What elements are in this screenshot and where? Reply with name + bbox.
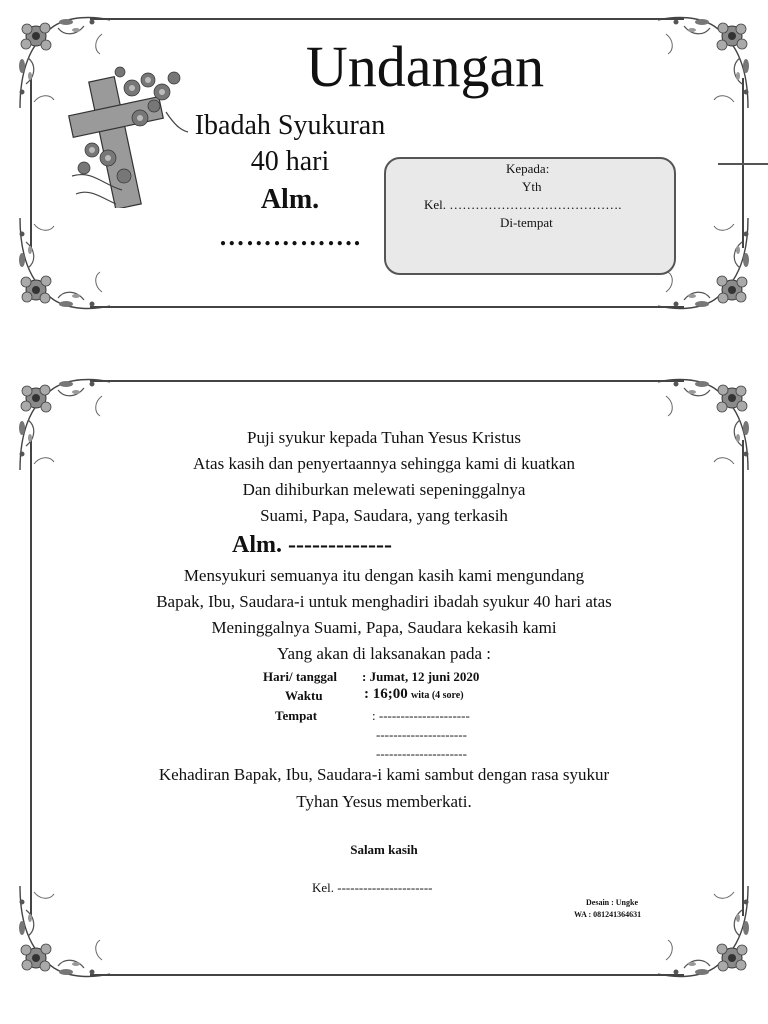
time-value-note: wita (4 sore) [411,690,464,701]
family-signature: Kel. ---------------------- [312,880,433,895]
body-line: Suami, Papa, Saudara, yang terkasih [260,506,508,525]
body-line: Dan dihiburkan melewati sepeninggalnya [242,480,526,499]
right-border [742,440,744,916]
to-label: Kepada: [506,161,550,176]
floral-corner-top-right [654,14,754,114]
top-border [90,18,684,20]
top-border [90,380,684,382]
service-subtitle: Ibadah Syukuran [194,110,386,141]
recipient-address-box [384,157,676,275]
place-value-line: --------------------- [376,727,467,742]
floral-corner-bottom-left [14,212,114,312]
time-value-main: : 16;00 [364,686,408,702]
date-value: : Jumat, 12 juni 2020 [362,669,480,684]
at-place-label: Di-tempat [500,215,553,230]
left-border [30,440,32,916]
date-label: Hari/ tanggal [263,669,338,684]
place-label: Tempat [275,708,318,723]
body-line: Atas kasih dan penyertaannya sehingga kami di kuatkan [193,454,575,473]
closing-greeting: Salam kasih [350,842,418,857]
designer-credit: Desain : Ungke [586,898,639,907]
bottom-border [90,306,684,308]
body-line: Bapak, Ibu, Saudara-i untuk menghadiri ibadah syukur 40 hari atas [156,592,612,611]
body-line: Puji syukur kepada Tuhan Yesus Kristus [247,428,521,447]
place-value-line: : --------------------- [372,708,470,723]
days-label: 40 hari [250,146,330,177]
designer-contact: WA : 081241364631 [574,910,642,919]
invitation-title: Undangan [305,34,545,99]
deceased-name-placeholder: ……………. [218,222,362,251]
floral-corner-bottom-left [14,880,114,980]
bottom-border [90,974,684,976]
deceased-prefix: Alm. [260,184,320,215]
honorific-label: Yth [522,179,542,194]
family-line: Kel. …………………………………. [424,197,622,212]
floral-corner-bottom-right [654,880,754,980]
body-line: Kehadiran Bapak, Ibu, Saudara-i kami sambut dengan rasa syukur [158,765,610,784]
time-value [364,686,464,703]
cut-line-mark [718,163,768,165]
body-line: Meninggalnya Suami, Papa, Saudara kekasih kami [211,618,557,637]
body-line: Yang akan di laksanakan pada : [276,644,492,663]
deceased-name-line: Alm. ------------- [232,532,392,558]
place-value-line: --------------------- [376,746,467,761]
body-line: Mensyukuri semuanya itu dengan kasih kami mengundang [183,566,585,585]
time-label: Waktu [285,688,323,703]
body-line: Tyhan Yesus memberkati. [296,792,472,811]
